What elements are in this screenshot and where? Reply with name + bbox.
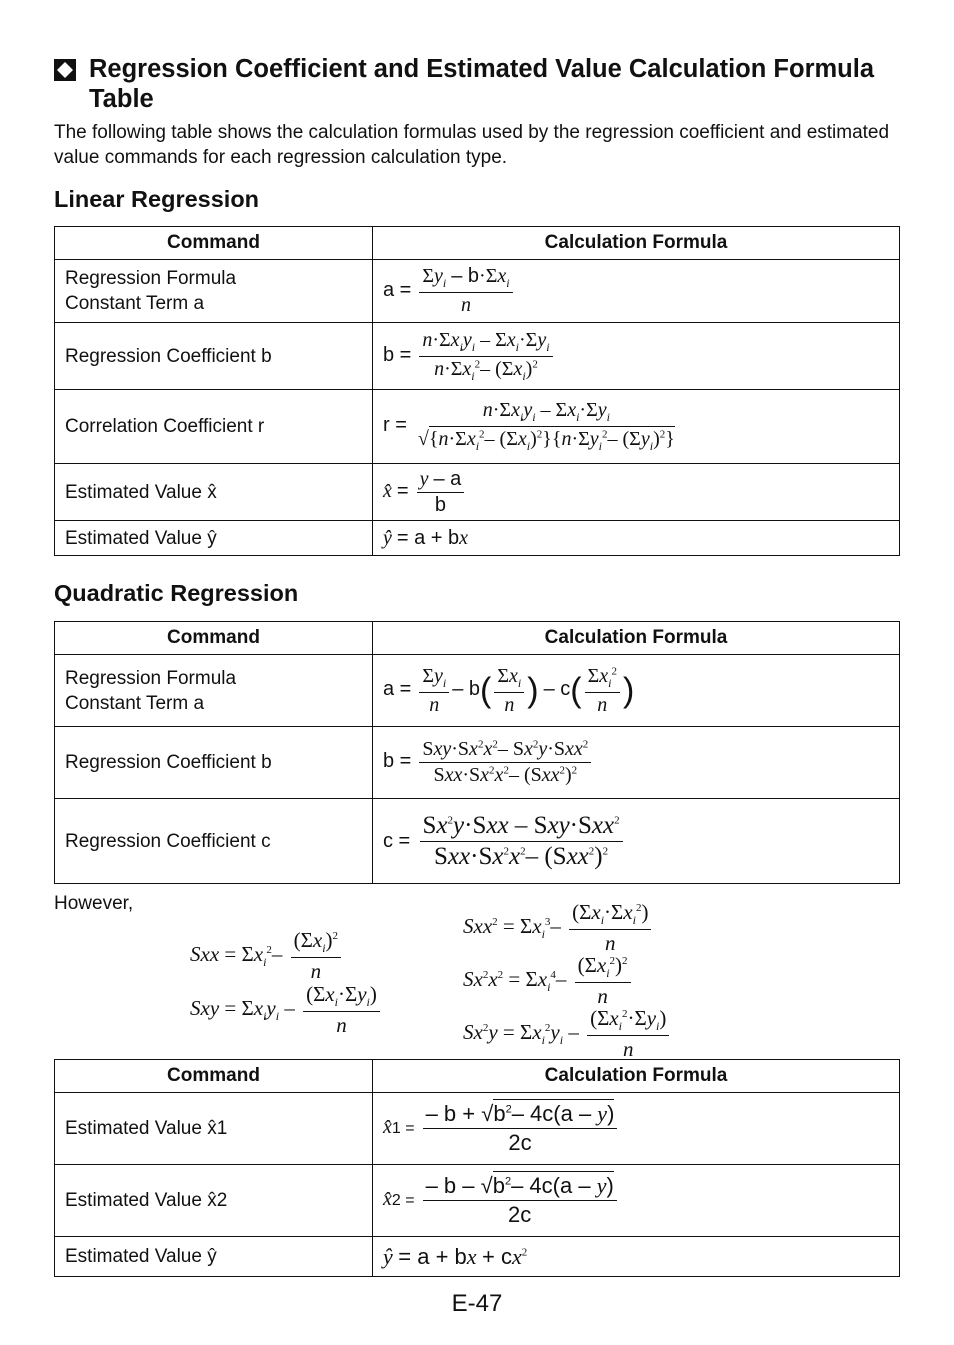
- formula-cell: ŷ = a + bx + $cx^2$: [373, 1237, 900, 1277]
- formula-cell: b = $\frac{n\cdot\Sigma x_iy_i - \Sigma x_i\cdot\Sigma y_i}{n\cdot\Sigma x_i^2- (\Sigma x_i)^2}$: [373, 323, 900, 390]
- formula-cell: a = $\frac{\Sigma y_i - b\cdot\Sigma x_i}{n}$: [373, 260, 900, 323]
- command-cell: Regression Formula Constant Term a: [55, 260, 373, 323]
- table-row: [55, 1165, 900, 1237]
- command-cell: Estimated Value ŷ: [55, 521, 373, 556]
- formula-cell: x̂ = $\frac{y - a}{b}$: [373, 464, 900, 521]
- section-title: [54, 54, 914, 114]
- quadratic-heading: Quadratic Regression: [54, 580, 299, 606]
- definition-sxx2: $Sxx^2 = \Sigma x_i^3-$ $\frac{(\Sigma x_i\cdot\Sigma x_i^2)}{n}$: [463, 900, 654, 956]
- command-cell: Estimated Value x̂1: [55, 1093, 373, 1165]
- command-cell: Estimated Value x̂2: [55, 1165, 373, 1237]
- formula-cell: c = $\frac{Sx^2y\cdot Sxx - Sxy\cdot Sxx^2}{Sxx\cdot Sx^2x^2- (Sxx^2)^2}$: [373, 799, 900, 884]
- estimates-table: [54, 1059, 900, 1277]
- formula-cell: x̂2 = $\frac{- b - √b^2- 4c(a - y)}{2c}$: [373, 1165, 900, 1237]
- command-cell: Estimated Value x̂: [55, 464, 373, 521]
- quadratic-table: [54, 621, 900, 884]
- table-row: [55, 464, 900, 521]
- col-formula: Calculation Formula: [373, 622, 900, 655]
- section-marker-icon: [54, 59, 76, 81]
- col-command: Command: [55, 622, 373, 655]
- table-row: [55, 323, 900, 390]
- command-cell: Regression Coefficient b: [55, 323, 373, 390]
- definition-sx2y: $Sx^2y = \Sigma x_i^2y_i$ – $\frac{(\Sigma x_i^2\cdot\Sigma y_i)}{n}$: [463, 1006, 672, 1062]
- formula-cell: ŷ = a + bx: [373, 521, 900, 556]
- command-cell: Regression Formula Constant Term a: [55, 655, 373, 727]
- formula-cell: r = $\frac{n\cdot\Sigma x_iy_i - \Sigma x_i\cdot\Sigma y_i}{√\{n\cdot\Sigma x_i^2- (\Sigma x_i)^2\}\{n\cdot\Sigma y_i^2- (\Sigma y_i)^2\}}$: [373, 390, 900, 464]
- command-cell: Regression Coefficient c: [55, 799, 373, 884]
- definition-sxy: Sxy = $\Sigma x_iy_i$ – $\frac{(\Sigma x_i\cdot\Sigma y_i)}{n}$: [190, 982, 383, 1038]
- col-command: Command: [55, 1060, 373, 1093]
- table-row: [55, 655, 900, 727]
- command-cell: Estimated Value ŷ: [55, 1237, 373, 1277]
- formula-cell: a = $\frac{\Sigma y_i}{n}$ – b( $\frac{\Sigma x_i}{n}$ ) – c( $\frac{\Sigma x_i^2}{n}$ ): [373, 655, 900, 727]
- however-label: However,: [54, 893, 134, 914]
- col-command: Command: [55, 227, 373, 260]
- col-formula: Calculation Formula: [373, 227, 900, 260]
- definition-sx2x2: $Sx^2x^2 = \Sigma x_i^4-$ $\frac{(\Sigma x_i^2)^2}{n}$: [463, 953, 634, 1009]
- linear-table: [54, 226, 900, 556]
- intro-paragraph: The following table shows the calculation formulas used by the regression coefficient and estimated value commands for each regression calculation type.: [54, 122, 890, 168]
- table-row: [55, 390, 900, 464]
- page-number: E-47: [451, 1290, 503, 1317]
- command-cell: Regression Coefficient b: [55, 727, 373, 799]
- table-row: [55, 1237, 900, 1277]
- table-row: [55, 727, 900, 799]
- table-row: [55, 1093, 900, 1165]
- title-text: Regression Coefficient and Estimated Value Calculation Formula Table: [89, 55, 875, 113]
- linear-heading: Linear Regression: [54, 186, 260, 212]
- formula-cell: x̂1 = $\frac{- b + √b^2- 4c(a - y)}{2c}$: [373, 1093, 900, 1165]
- table-row: [55, 260, 900, 323]
- command-cell: Correlation Coefficient r: [55, 390, 373, 464]
- definition-sxx: Sxx = $\Sigma x_i^2-$ $\frac{(\Sigma x_i)^2}{n}$: [190, 928, 344, 984]
- formula-cell: b = $\frac{Sxy\cdot Sx^2x^2- Sx^2y\cdot Sxx^2}{Sxx\cdot Sx^2x^2- (Sxx^2)^2}$: [373, 727, 900, 799]
- col-formula: Calculation Formula: [373, 1060, 900, 1093]
- table-row: [55, 799, 900, 884]
- table-row: [55, 521, 900, 556]
